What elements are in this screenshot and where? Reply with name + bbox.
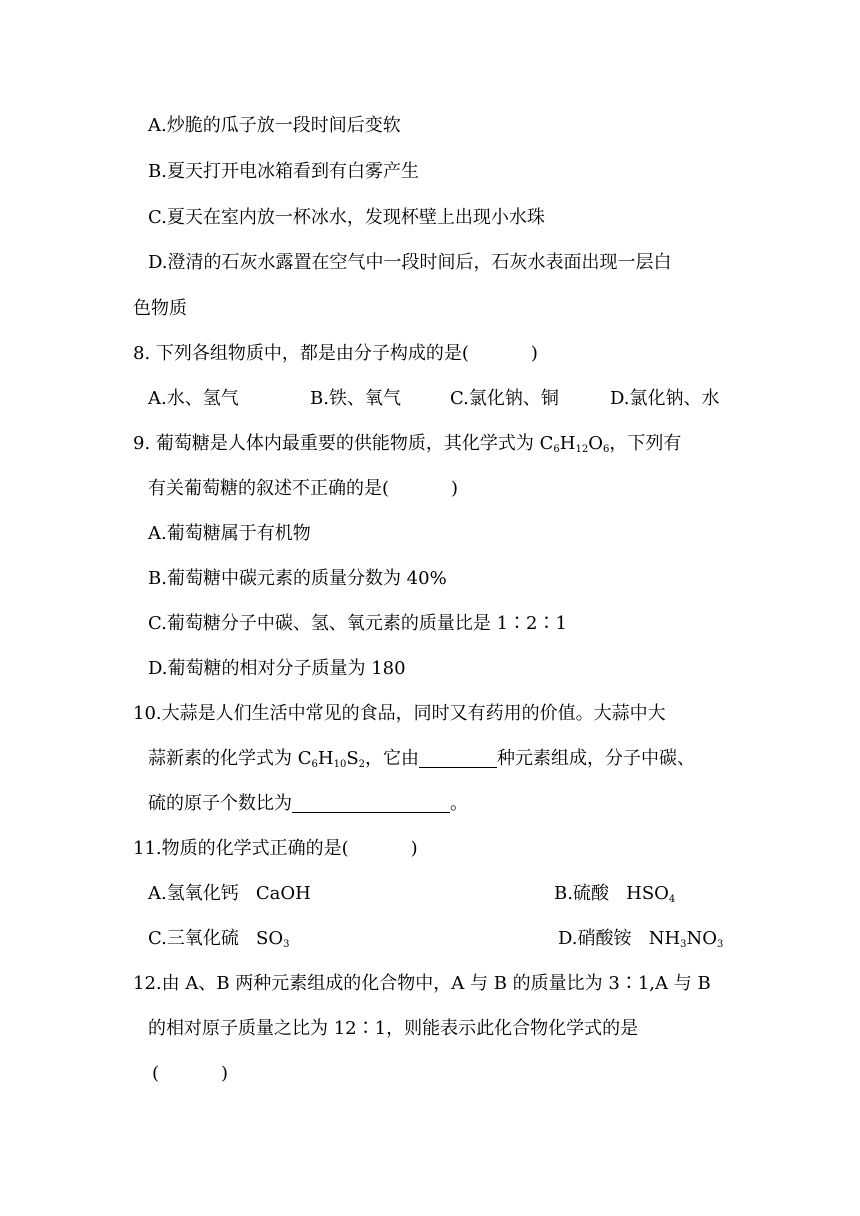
q10-line1: 10.大蒜是人们生活中常见的食品，同时又有药用的价值。大蒜中大 xyxy=(133,703,666,724)
q8-paren-close: ) xyxy=(530,343,538,364)
q9-option-a: A.葡萄糖属于有机物 xyxy=(148,523,311,544)
q10-line2 xyxy=(148,747,695,771)
q9-option-c: C.葡萄糖分子中碳、氢、氧元素的质量比是 1∶2∶1 xyxy=(148,613,567,634)
q11-paren-close: ) xyxy=(410,838,418,859)
q9-option-b: B.葡萄糖中碳元素的质量分数为 40% xyxy=(148,568,447,589)
q7-option-a: A.炒脆的瓜子放一段时间后变软 xyxy=(148,115,401,136)
q12-line1: 12.由 A、B 两种元素组成的化合物中，A 与 B 的质量比为 3∶1,A 与 B xyxy=(133,973,711,994)
q9-paren-close: ) xyxy=(451,478,459,499)
q10-line2-mid: ，它由 xyxy=(365,748,420,769)
q10-line3 xyxy=(148,792,468,816)
q8-stem-text: 8. 下列各组物质中，都是由分子构成的是( xyxy=(133,343,469,364)
q11-stem xyxy=(133,837,418,861)
q8-option-a: A.水、氢气 xyxy=(148,388,239,409)
q10-formula: $C_6H_{10}S_2$ xyxy=(297,748,366,770)
q9-formula: $C_6H_{12}O_6$ xyxy=(539,433,610,455)
q9-option-d: D.葡萄糖的相对分子质量为 180 xyxy=(148,658,406,679)
q12-line2: 的相对原子质量之比为 12∶1，则能表示此化合物化学式的是 xyxy=(148,1018,639,1039)
q12-line3 xyxy=(152,1062,228,1086)
q10-blank-atom-ratio[interactable] xyxy=(292,794,450,813)
q9-stem2-text: 有关葡萄糖的叙述不正确的是( xyxy=(148,478,390,499)
q7-option-d-line1: D.澄清的石灰水露置在空气中一段时间后，石灰水表面出现一层白 xyxy=(148,252,672,273)
q9-stem-text: 9. 葡萄糖是人体内最重要的供能物质，其化学式为 xyxy=(133,433,540,454)
q9-stem-line2 xyxy=(148,477,458,501)
q11-option-d-formula: $NH_3NO_3$ xyxy=(648,928,724,950)
q10-blank-element-count[interactable] xyxy=(419,749,497,768)
q11-option-a: A.氢氧化钙 CaOH xyxy=(148,883,311,904)
q8-option-b: B.铁、氧气 xyxy=(310,388,401,409)
q10-line2-post: 种元素组成，分子中碳、 xyxy=(497,748,696,769)
q11-option-a-formula: CaOH xyxy=(255,883,311,904)
q11-option-d: D.硝酸铵 $NH_3NO_3$ xyxy=(558,928,724,950)
q12-paren-open: ( xyxy=(152,1063,160,1084)
q11-option-c-formula: $SO_3$ xyxy=(256,928,290,950)
q7-option-d-line2: 色物质 xyxy=(133,298,187,319)
q12-paren-close: ) xyxy=(221,1063,229,1084)
q7-option-b: B.夏天打开电冰箱看到有白雾产生 xyxy=(148,161,419,182)
q10-line2-pre: 蒜新素的化学式为 xyxy=(148,748,298,769)
q10-line3-post: 。 xyxy=(450,793,468,814)
q7-option-c: C.夏天在室内放一杯冰水，发现杯壁上出现小水珠 xyxy=(148,207,545,228)
q11-option-c: C.三氧化硫 $SO_3$ xyxy=(148,928,290,950)
q10-line3-pre: 硫的原子个数比为 xyxy=(148,793,292,814)
q8-stem xyxy=(133,342,538,366)
q8-option-c: C.氯化钠、铜 xyxy=(450,388,559,409)
q9-stem-text-post: ，下列有 xyxy=(609,433,682,454)
q11-stem-text: 11.物质的化学式正确的是( xyxy=(133,838,349,859)
q8-option-d: D.氯化钠、水 xyxy=(610,388,720,409)
q11-option-b: B.硫酸 $HSO_4$ xyxy=(554,883,676,905)
q11-option-b-formula: $HSO_4$ xyxy=(626,883,676,905)
q9-stem-line1 xyxy=(133,432,681,456)
